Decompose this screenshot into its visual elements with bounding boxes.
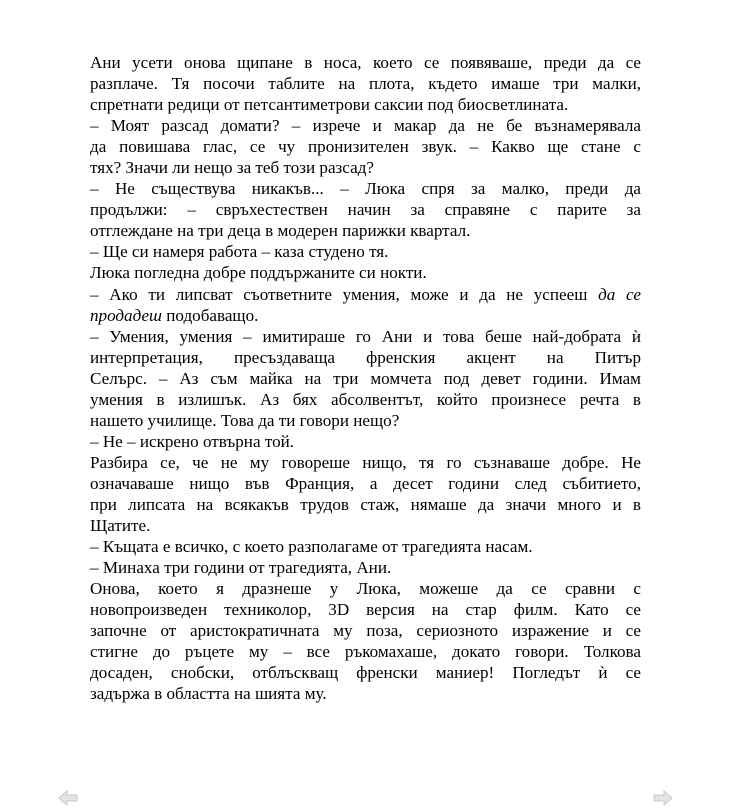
text-run: нашето училище. Това да ти говори нещо? — [90, 410, 400, 430]
text-line — [90, 599, 641, 620]
text-run: Люка погледна добре поддържаните си нокти. — [90, 263, 427, 283]
text-run: умения в излишък. Аз бях абсолвентът, който произнесе речта в — [90, 389, 641, 409]
text-run: – Къщата е всичко, с което разполагаме от трагедията насам. — [90, 537, 533, 557]
text-run: означаваше нищо във Франция, а десет години след събитието, — [90, 473, 641, 493]
text-run: новопроизведен техниколор, 3D версия на стар филм. Като се — [90, 600, 641, 620]
text-run: – Не – искрено отвърна той. — [90, 431, 295, 451]
text-run: – Моят разсад домати? – изрече и макар да не бе възнамерявала — [90, 116, 641, 136]
text-run: – Умения, умения – имитираше го Ани и това беше най-добрата ѝ — [90, 326, 641, 346]
text-run: Ани усети онова щипане в носа, което се появяваше, преди да се — [90, 53, 641, 72]
text-line — [90, 199, 641, 220]
text-line — [90, 94, 641, 115]
text-line — [90, 115, 641, 136]
text-run: – Ако ти липсват съответните умения, може и да не успееш — [90, 284, 599, 304]
text-run: – Не съществува никакъв... – Люка спря за малко, преди да — [90, 179, 641, 199]
document-text — [90, 52, 641, 704]
text-run: тях? Значи ли нещо за теб този разсад? — [90, 158, 374, 178]
text-line — [90, 157, 641, 178]
text-line — [90, 220, 641, 241]
text-line — [90, 662, 641, 683]
text-run: – Минаха три години от трагедията, Ани. — [90, 558, 392, 578]
text-line — [90, 473, 641, 494]
text-line — [90, 241, 641, 262]
text-run: да повишава глас, се чу пронизителен звук. – Какво ще стане с — [90, 137, 641, 157]
text-run: отглеждане на три деца в модерен парижки квартал. — [90, 221, 471, 241]
italic-text-run: да се — [598, 284, 641, 304]
text-line — [90, 52, 641, 73]
text-run: при липсата на всякакъв трудов стаж, нямаше да значи много и в — [90, 494, 641, 514]
text-run: досаден, снобски, отблъскващ френски маниер! Погледът ѝ се — [90, 663, 641, 683]
left-arrow-icon — [58, 790, 78, 806]
text-run: стигне до ръцете му – все ръкомахаше, докато говори. Толкова — [90, 642, 641, 662]
text-run: Разбира се, че не му говореше нищо, тя го съзнаваше добре. Не — [90, 452, 641, 472]
text-line — [90, 494, 641, 515]
text-line — [90, 178, 641, 199]
text-run: задържа в областта на шията му. — [90, 684, 327, 704]
italic-text-run: продадеш — [90, 305, 162, 325]
text-line — [90, 620, 641, 641]
text-run: подобаващо. — [161, 305, 259, 325]
text-line — [90, 262, 641, 283]
text-line — [90, 389, 641, 410]
text-line — [90, 410, 641, 431]
text-line — [90, 536, 641, 557]
text-line — [90, 305, 641, 326]
text-line — [90, 284, 641, 305]
text-line — [90, 368, 641, 389]
text-line — [90, 326, 641, 347]
text-run: Селърс. – Аз съм майка на три момчета под девет години. Имам — [90, 368, 641, 388]
text-run: започне от аристократичната му поза, сериозното изражение и се — [90, 621, 641, 641]
text-run: Онова, което я дразнеше у Люка, можеше да се сравни с — [90, 579, 641, 599]
text-run: интерпретация, пресъздаваща френския акцент на Питър — [90, 347, 641, 367]
text-run: Щатите. — [90, 516, 151, 536]
right-arrow-icon — [653, 790, 673, 806]
previous-page-button[interactable] — [58, 790, 78, 806]
text-line — [90, 136, 641, 157]
text-line — [90, 431, 641, 452]
text-run: спретнати редици от петсантиметрови саксии под биосветлината. — [90, 95, 569, 115]
text-line — [90, 515, 641, 536]
text-run: – Ще си намеря работа – каза студено тя. — [90, 242, 389, 262]
next-page-button[interactable] — [653, 790, 673, 806]
text-run: продължи: – свръхестествен начин за справяне с парите за — [90, 200, 641, 220]
text-line — [90, 578, 641, 599]
text-line — [90, 73, 641, 94]
text-line — [90, 641, 641, 662]
text-line — [90, 683, 641, 704]
text-line — [90, 557, 641, 578]
text-line — [90, 452, 641, 473]
text-run: разплаче. Тя посочи таблите на плота, където имаше три малки, — [90, 74, 641, 94]
text-line — [90, 347, 641, 368]
